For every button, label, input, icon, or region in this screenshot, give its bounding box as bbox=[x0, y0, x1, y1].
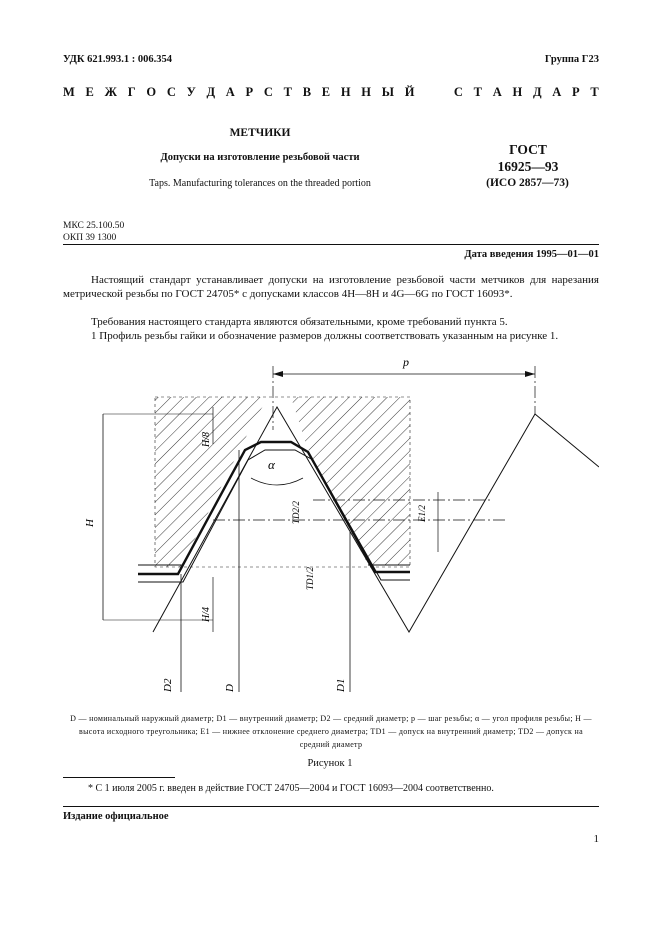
mks-code: МКС 25.100.50 bbox=[63, 221, 125, 231]
TD2-label: TD2/2 bbox=[291, 500, 301, 524]
footnote: * С 1 июля 2005 г. введен в действие ГОСТ 24705—2004 и ГОСТ 16093—2004 соответственно. bbox=[88, 783, 494, 794]
banner-letter: У bbox=[186, 85, 196, 99]
banner-letter: Е bbox=[321, 85, 331, 99]
classification-codes bbox=[63, 220, 124, 244]
page-number: 1 bbox=[593, 833, 599, 845]
banner-letter: В bbox=[302, 85, 312, 99]
introduction-date: Дата введения 1995—01—01 bbox=[464, 249, 599, 260]
banner-gap bbox=[425, 85, 443, 100]
banner-letter: Р bbox=[245, 85, 254, 99]
gost-number: 16925—93 bbox=[497, 159, 559, 174]
banner-letter: Н bbox=[340, 85, 351, 99]
pitch-label: p bbox=[403, 355, 409, 369]
banner-letter: М bbox=[63, 85, 75, 99]
banner-letter: А bbox=[552, 85, 562, 99]
H4-label: H/4 bbox=[201, 607, 212, 622]
gost-label: ГОСТ bbox=[509, 142, 547, 157]
alpha-label: α bbox=[268, 457, 275, 472]
document-title: МЕТЧИКИ bbox=[229, 127, 291, 139]
banner-letter: Т bbox=[473, 85, 483, 99]
banner-letter: Н bbox=[361, 85, 372, 99]
document-subtitle: Допуски на изготовление резьбовой части bbox=[160, 152, 360, 163]
nut-material-left bbox=[155, 397, 268, 567]
banner-letter: С bbox=[453, 85, 463, 99]
group-code: Группа Г23 bbox=[544, 54, 599, 65]
banner-letter: Е bbox=[85, 85, 94, 99]
divider-line bbox=[63, 244, 599, 245]
banner-letter: Т bbox=[283, 85, 292, 99]
banner-letter: С bbox=[166, 85, 176, 99]
banner-letter: А bbox=[492, 85, 502, 99]
paragraph-mandatory: Требования настоящего стандарта являются обязательными, кроме требований пункта 5. bbox=[91, 316, 508, 328]
okp-code: ОКП 39 1300 bbox=[63, 233, 117, 243]
standard-banner bbox=[63, 85, 599, 100]
banner-letter: Р bbox=[572, 85, 580, 99]
thread-profile-figure bbox=[63, 352, 599, 708]
paragraph-profile: 1 Профиль резьбы гайки и обозначение размеров должны соответствовать указанным на рисунке 1. bbox=[91, 330, 559, 342]
edition-note: Издание официальное bbox=[63, 811, 169, 822]
D1-label: D1 bbox=[335, 678, 347, 692]
iso-reference: (ИСО 2857—73) bbox=[486, 177, 569, 189]
banner-letter: О bbox=[146, 85, 157, 99]
TD1-label: TD1/2 bbox=[305, 566, 315, 590]
banner-letter: Ж bbox=[104, 85, 117, 99]
banner-letter: Д bbox=[206, 85, 216, 99]
paragraph-scope: Настоящий стандарт устанавливает допуски на изготовление резьбовой части метчиков для нарезания метрической резьбы по ГОСТ 24705* с допусками классов 4H—8H и 4G—6G по ГОСТ 16093*. bbox=[63, 274, 599, 300]
nut-material-right bbox=[291, 397, 410, 565]
udk-code: УДК 621.993.1 : 006.354 bbox=[63, 54, 172, 65]
banner-letter: Т bbox=[590, 85, 599, 99]
banner-letter: С bbox=[263, 85, 273, 99]
figure-caption: Рисунок 1 bbox=[307, 758, 353, 769]
alpha-arc bbox=[251, 478, 303, 485]
footnote-separator bbox=[63, 777, 175, 778]
banner-letter: Ы bbox=[381, 85, 395, 99]
bottom-divider bbox=[63, 806, 599, 807]
banner-letter: А bbox=[225, 85, 235, 99]
banner-letter: Й bbox=[404, 85, 415, 99]
figure-legend: D — номинальный наружный диаметр; D1 — внутренний диаметр; D2 — средний диаметр; p — шаг резьбы; α — угол профиля резьбы; H — высота исходного треугольника; E1 — нижнее отклонение среднего диаметра; TD1 — допуск на внутренний диаметр; TD2 — допуск на средний диаметр bbox=[70, 714, 592, 749]
banner-letter: Н bbox=[512, 85, 523, 99]
arrow-left bbox=[273, 371, 283, 377]
banner-letter: Г bbox=[127, 85, 136, 99]
english-title: Taps. Manufacturing tolerances on the threaded portion bbox=[149, 178, 371, 189]
E1-label: E1/2 bbox=[417, 505, 427, 522]
gost-block bbox=[478, 141, 578, 175]
H8-label: H/8 bbox=[201, 432, 212, 447]
arrow-right bbox=[525, 371, 535, 377]
banner-letter: Д bbox=[532, 85, 542, 99]
D2-label: D2 bbox=[162, 678, 174, 692]
H-label: H bbox=[84, 519, 96, 527]
D-label: D bbox=[224, 684, 236, 692]
